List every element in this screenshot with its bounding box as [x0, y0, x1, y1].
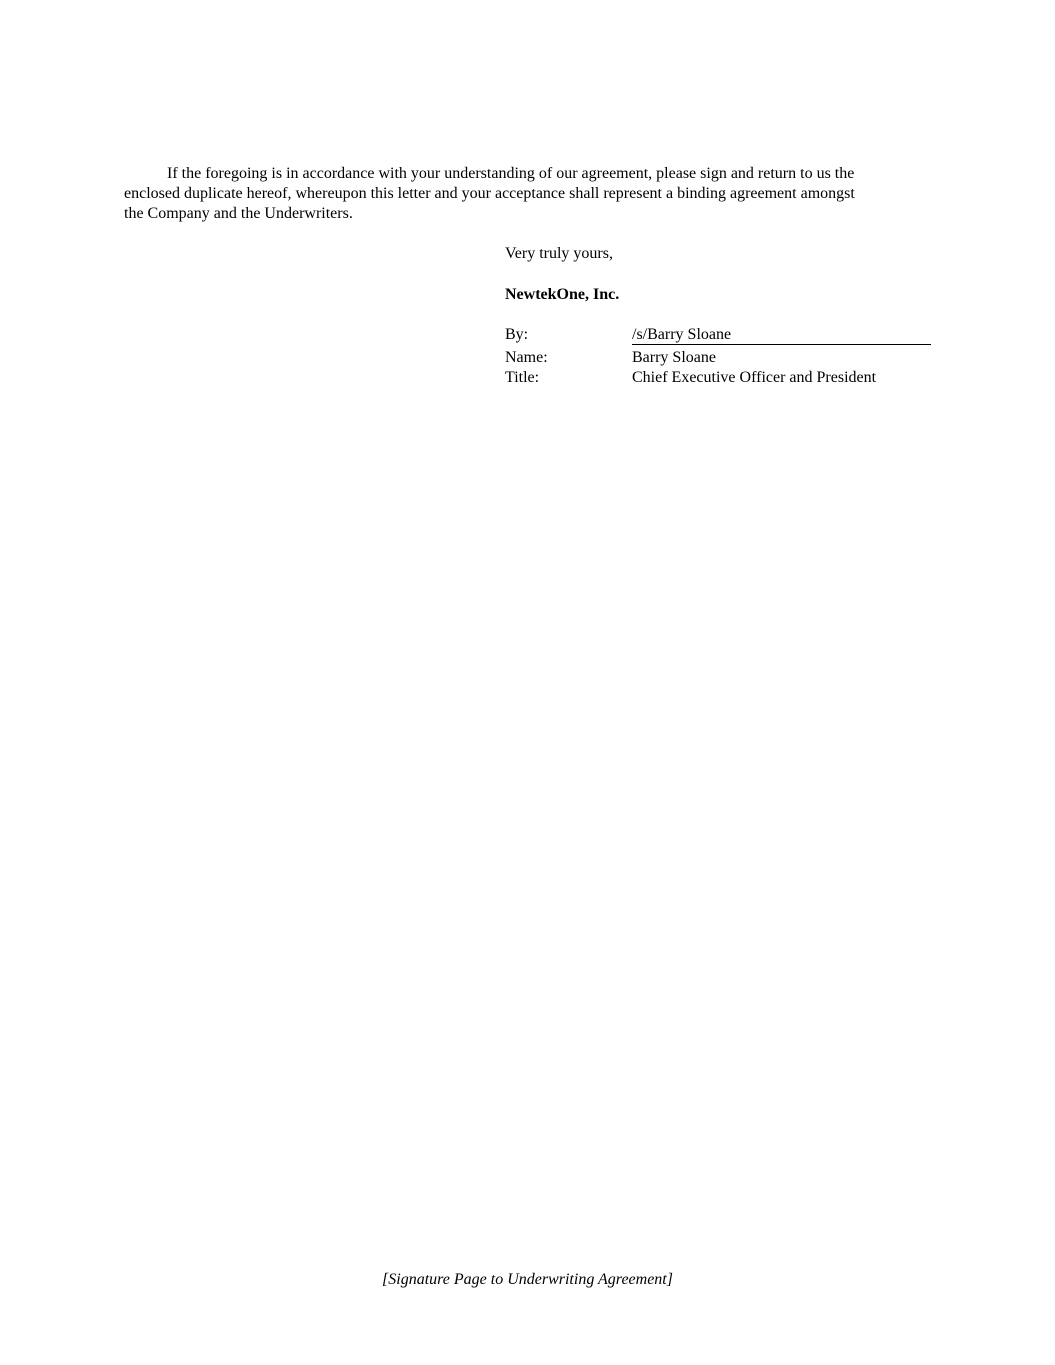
closing-salutation: Very truly yours, [505, 245, 613, 262]
body-paragraph [124, 164, 914, 224]
company-name: NewtekOne, Inc. [505, 286, 620, 303]
page-footer: [Signature Page to Underwriting Agreement] [382, 1271, 673, 1288]
title-label: Title: [505, 369, 540, 386]
signature-by-row [505, 325, 931, 345]
signer-name: Barry Sloane [632, 349, 716, 366]
name-label: Name: [505, 349, 548, 366]
by-label: By: [505, 326, 529, 343]
signature-line [632, 344, 931, 345]
signer-title: Chief Executive Officer and President [632, 369, 877, 386]
signature-title-row [505, 368, 931, 388]
signature-value: /s/Barry Sloane [632, 326, 732, 343]
paragraph-line: enclosed duplicate hereof, whereupon this letter and your acceptance shall represent a binding agreement amongst [124, 185, 855, 202]
paragraph-line: the Company and the Underwriters. [124, 205, 353, 222]
signature-name-row [505, 348, 931, 368]
paragraph-line: If the foregoing is in accordance with your understanding of our agreement, please sign and return to us the [167, 165, 855, 182]
